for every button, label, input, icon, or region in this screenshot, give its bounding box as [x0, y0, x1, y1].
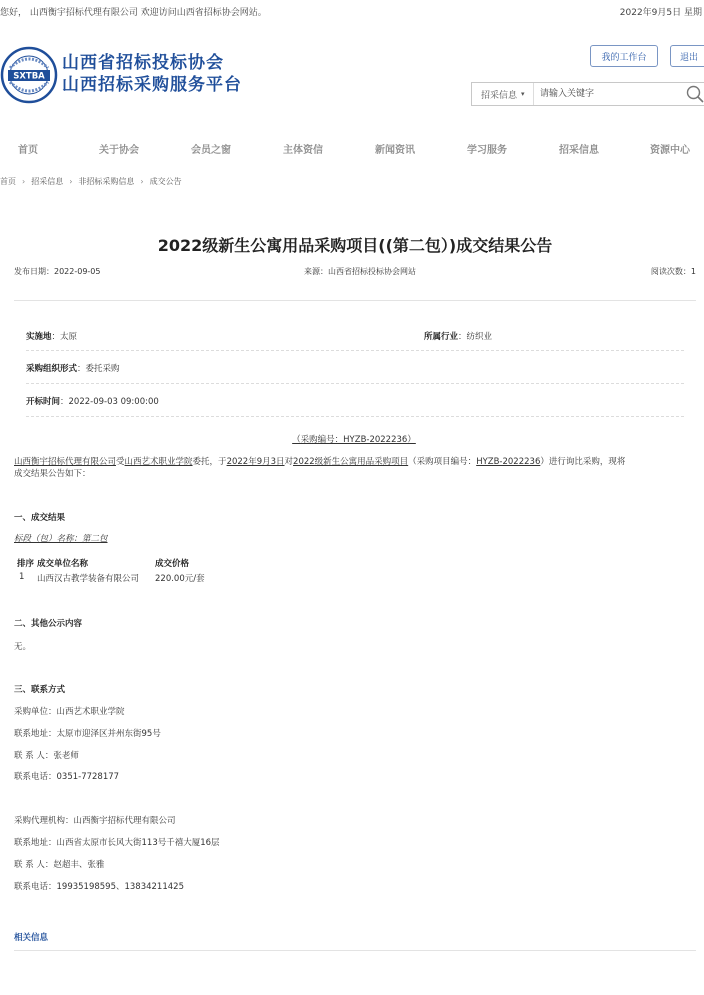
publish-date: 发布日期：2022-09-05: [14, 267, 101, 276]
nav-item-learning[interactable]: 学习服务: [467, 145, 507, 156]
org-form-label: 采购组织形式: [26, 364, 78, 374]
table-cell-price: 220.00元/套: [155, 574, 205, 584]
nav-item-home[interactable]: 首页: [18, 145, 38, 156]
page-title: 2022级新生公寓用品采购项目((第二包）)成交结果公告: [157, 236, 553, 255]
intro-mid5: ）进行询比采购，现将: [540, 457, 626, 467]
agent-contact: 联 系 人：赵超丰、张雅: [14, 860, 105, 870]
article-body: [14, 0, 694, 995]
section-other-title: 二、其他公示内容: [14, 619, 83, 629]
industry-label: 所属行业: [424, 332, 459, 342]
other-content: 无。: [14, 642, 32, 652]
org-form-value: ：委托采购: [77, 364, 120, 374]
buyer-contact: 联 系 人：张老师: [14, 751, 79, 761]
nav-item-resources[interactable]: 资源中心: [650, 145, 690, 156]
agent-unit: 采购代理机构：山西衡宇招标代理有限公司: [14, 816, 176, 826]
breadcrumb-current: 成交公告: [149, 177, 182, 186]
intro-buyer: 山西艺术职业学院: [124, 457, 193, 467]
project-number-text: （采购编号：HYZB-2022236）: [292, 435, 416, 445]
section-result-title: 一、成交结果: [14, 513, 66, 523]
breadcrumb-nontender[interactable]: 非招标采购信息: [78, 177, 135, 186]
workbench-button[interactable]: 我的工作台: [590, 45, 658, 67]
project-number: [14, 433, 694, 445]
welcome-text: 您好， 山西衡宇招标代理有限公司 欢迎访问山西省招标协会网站。: [0, 8, 267, 18]
nav-item-credit[interactable]: 主体资信: [283, 145, 323, 156]
nav-item-members[interactable]: 会员之窗: [191, 145, 231, 156]
view-count: 阅读次数：1: [650, 267, 696, 276]
intro-mid4: （采购项目编号：: [408, 457, 477, 467]
source: 来源：山西省招标投标协会网站: [304, 267, 416, 276]
brand-line-2: 山西招标采购服务平台: [62, 75, 242, 95]
chevron-down-icon: ▾: [521, 90, 525, 98]
intro-mid2: 委托，于: [192, 457, 227, 467]
table-header-rank: 排序: [17, 559, 35, 569]
intro-mid3: 对: [284, 457, 294, 467]
nav-item-about[interactable]: 关于协会: [99, 145, 139, 156]
logout-button[interactable]: 退出: [670, 45, 704, 67]
intro-project: 2022级新生公寓用品采购项目: [293, 457, 409, 467]
agent-phone: 联系电话：19935198595、13834211425: [14, 882, 184, 892]
brand-line-1: 山西省招标投标协会: [62, 53, 224, 73]
search-category-label: 招采信息: [481, 90, 518, 101]
date-text: 2022年9月5日 星期: [619, 8, 702, 18]
open-time-label: 开标时间: [26, 397, 61, 407]
intro-date: 2022年9月3日: [226, 457, 285, 467]
related-info-title[interactable]: 相关信息: [14, 933, 49, 943]
buyer-unit: 采购单位：山西艺术职业学院: [14, 707, 125, 717]
section-contact-title: 三、联系方式: [14, 685, 66, 695]
chevron-right-icon: ›: [140, 177, 144, 186]
nav-item-procurement[interactable]: 招采信息: [559, 145, 599, 156]
breadcrumb-procurement[interactable]: 招采信息: [31, 177, 64, 186]
buyer-phone: 联系电话：0351-7728177: [14, 772, 120, 782]
industry-value: ：纺织业: [458, 332, 493, 342]
intro-mid1: 受: [116, 457, 125, 467]
buyer-address: 联系地址：太原市迎泽区并州东街95号: [14, 729, 161, 739]
intro-line-1: [14, 455, 625, 467]
breadcrumb-home[interactable]: 首页: [0, 177, 16, 186]
open-time-value: ：2022-09-03 09:00:00: [60, 397, 159, 407]
chevron-right-icon: ›: [22, 177, 26, 186]
divider: [14, 950, 696, 951]
logo-text: SXTBA: [13, 71, 45, 82]
intro-agent: 山西衡宇招标代理有限公司: [14, 457, 117, 467]
intro-line-2: 成交结果公告如下：: [14, 469, 91, 479]
table-header-price: 成交价格: [155, 559, 190, 569]
table-header-name: 成交单位名称: [37, 559, 89, 569]
intro-project-no: HYZB-2022236: [476, 457, 541, 467]
location-value: ：太原: [51, 332, 78, 342]
agent-address: 联系地址：山西省太原市长风大街113号千禧大厦16层: [14, 838, 220, 848]
lot-name: 标段（包）名称：第二包: [14, 534, 108, 544]
location-label: 实施地: [26, 332, 52, 342]
nav-item-news[interactable]: 新闻资讯: [375, 145, 415, 156]
table-cell-rank: 1: [19, 572, 25, 582]
chevron-right-icon: ›: [69, 177, 73, 186]
table-cell-name: 山西汉古教学装备有限公司: [37, 574, 140, 584]
